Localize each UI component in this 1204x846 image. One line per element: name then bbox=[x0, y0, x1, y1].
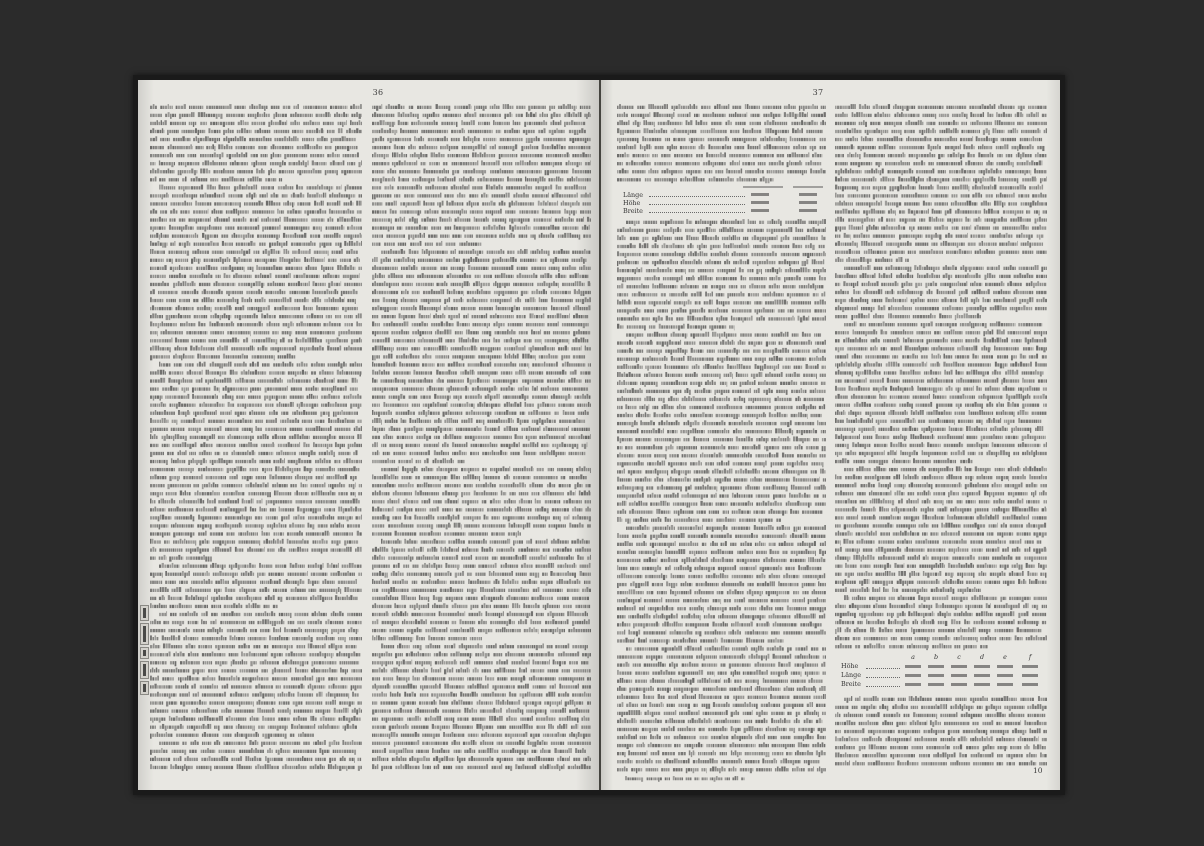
table-row bbox=[835, 680, 1047, 689]
table-value bbox=[951, 665, 967, 668]
page-left bbox=[138, 80, 599, 790]
table-row bbox=[617, 207, 826, 215]
library-label-strip bbox=[140, 605, 149, 691]
book-spread bbox=[133, 75, 1065, 795]
row-label: Länge bbox=[623, 191, 644, 199]
library-label bbox=[140, 661, 149, 679]
table-row bbox=[835, 671, 1047, 680]
table-value bbox=[997, 665, 1013, 668]
leader-dots bbox=[649, 212, 745, 213]
table-row bbox=[617, 191, 826, 199]
table-value bbox=[997, 674, 1013, 677]
table-value bbox=[997, 683, 1013, 686]
leader-dots bbox=[649, 196, 745, 197]
column-header bbox=[743, 186, 783, 189]
leader-dots bbox=[649, 204, 745, 205]
row-label: Länge bbox=[841, 671, 862, 679]
page-number: 36 bbox=[372, 88, 384, 97]
table-value bbox=[974, 665, 990, 668]
row-label: Höhe bbox=[623, 199, 641, 207]
page-right bbox=[601, 80, 1060, 790]
column-letter: b bbox=[933, 653, 939, 661]
table-value bbox=[751, 209, 769, 212]
table-value bbox=[905, 674, 921, 677]
table-row bbox=[835, 662, 1047, 671]
column-header bbox=[793, 186, 823, 189]
table-header-row bbox=[617, 183, 826, 191]
table-value bbox=[1022, 683, 1038, 686]
leader-dots bbox=[866, 686, 900, 687]
table-row bbox=[617, 199, 826, 207]
column-letter: a bbox=[911, 653, 915, 661]
table-value bbox=[799, 201, 817, 204]
table-value bbox=[928, 683, 944, 686]
row-label: Breite bbox=[623, 207, 643, 215]
column-letter: f bbox=[1028, 653, 1032, 661]
table-value bbox=[751, 201, 769, 204]
column-letter: e bbox=[1003, 653, 1007, 661]
column-letter: c bbox=[957, 653, 961, 661]
column-letter: d bbox=[979, 653, 985, 661]
library-label bbox=[140, 623, 149, 645]
table-value bbox=[974, 674, 990, 677]
table-value bbox=[928, 674, 944, 677]
table-value bbox=[751, 193, 769, 196]
table-value bbox=[905, 683, 921, 686]
measurement-table-1 bbox=[617, 183, 826, 215]
leader-dots bbox=[866, 668, 900, 669]
leader-dots bbox=[866, 677, 900, 678]
table-value bbox=[974, 683, 990, 686]
library-label bbox=[140, 681, 149, 695]
library-label bbox=[140, 605, 149, 621]
table-value bbox=[1022, 674, 1038, 677]
table-value bbox=[951, 674, 967, 677]
table-value bbox=[799, 193, 817, 196]
table-value bbox=[951, 683, 967, 686]
signature-mark: 10 bbox=[1033, 766, 1043, 775]
row-label: Höhe bbox=[841, 662, 859, 670]
page-text-columns bbox=[138, 80, 599, 790]
measurement-table-2 bbox=[835, 653, 1047, 689]
table-value bbox=[1022, 665, 1038, 668]
table-value bbox=[905, 665, 921, 668]
library-label bbox=[140, 647, 149, 659]
table-value bbox=[928, 665, 944, 668]
table-value bbox=[799, 209, 817, 212]
table-header-row bbox=[835, 653, 1047, 662]
page-number: 37 bbox=[812, 88, 824, 97]
row-label: Breite bbox=[841, 680, 861, 688]
